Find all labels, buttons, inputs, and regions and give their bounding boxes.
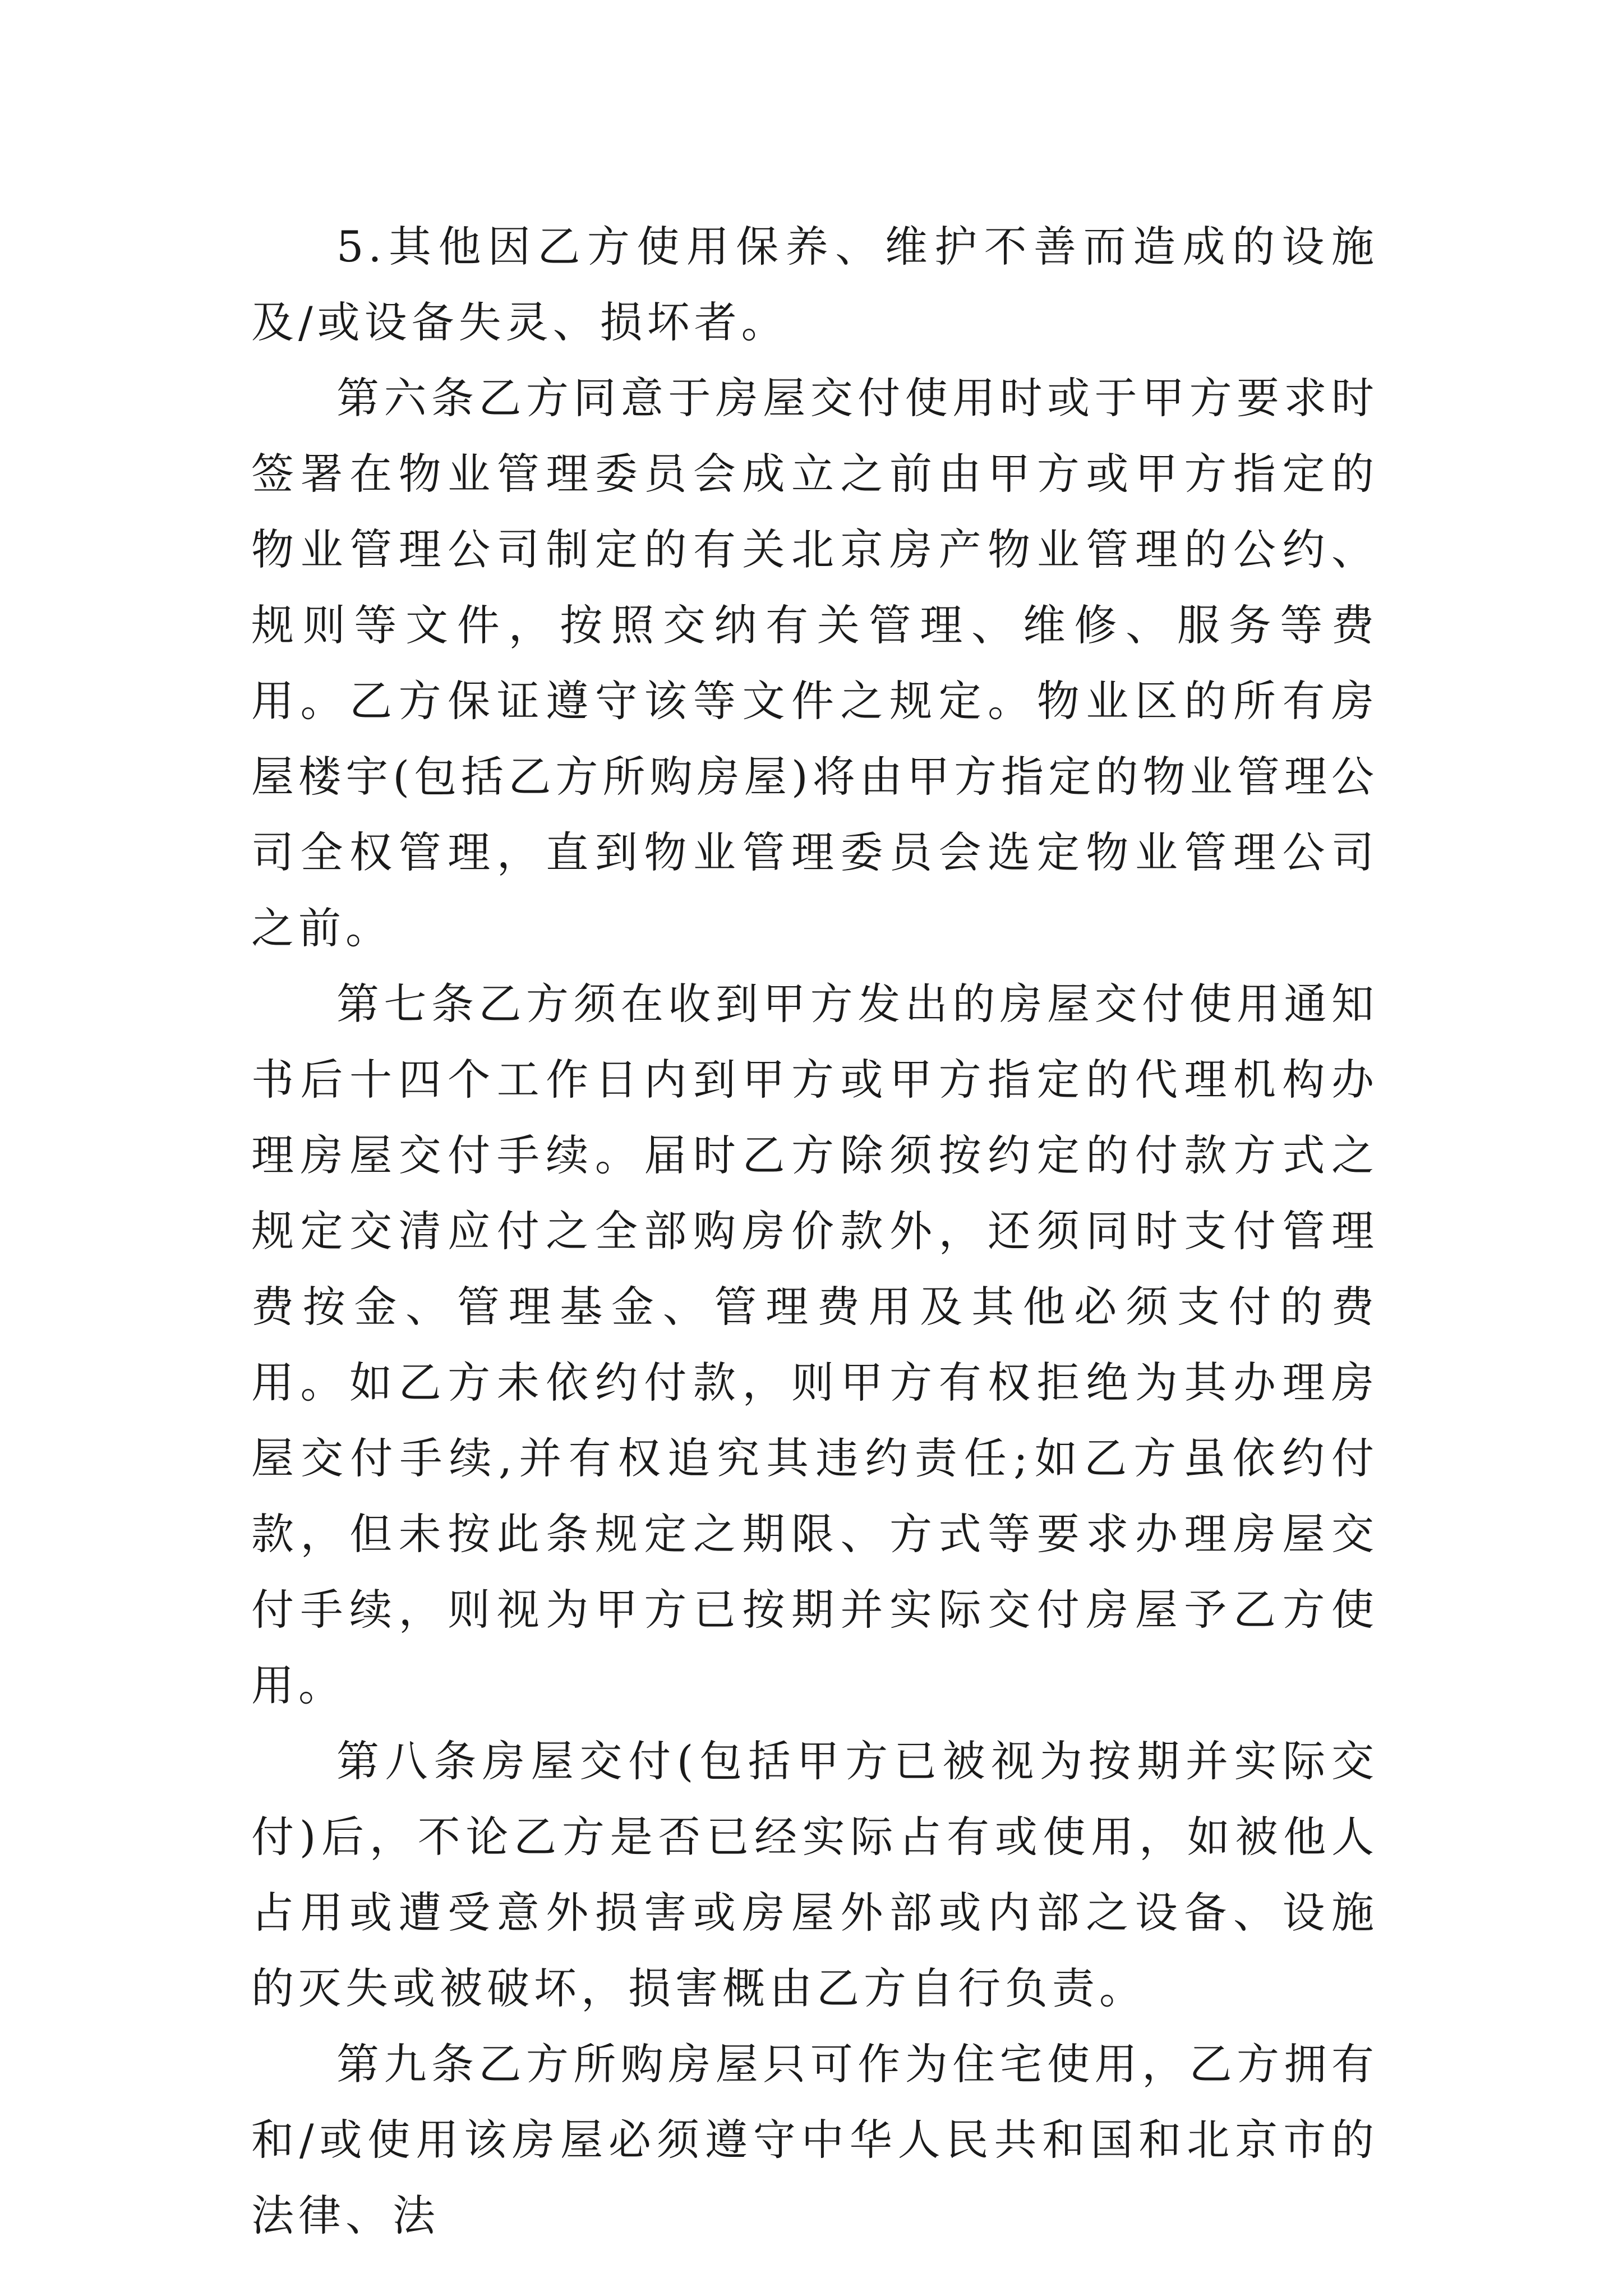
- paragraph-article-6: 第六条乙方同意于房屋交付使用时或于甲方要求时签署在物业管理委员会成立之前由甲方或甲方指定的物业管理公司制定的有关北京房产物业管理的公约、规则等文件，按照交纳有关管理、维修、服务等费用。乙方保证遵守该等文件之规定。物业区的所有房屋楼宇(包括乙方所购房屋)将由甲方指定的物业管理公司全权管理，直到物业管理委员会选定物业管理公司之前。: [251, 373, 1378, 953]
- paragraph-article-8: 第八条房屋交付(包括甲方已被视为按期并实际交付)后，不论乙方是否已经实际占有或使用，如被他人占用或遭受意外损害或房屋外部或内部之设备、设施的灭失或被破坏，损害概由乙方自行负责。: [251, 1736, 1378, 2013]
- paragraph-article-9: 第九条乙方所购房屋只可作为住宅使用，乙方拥有和/或使用该房屋必须遵守中华人民共和国和北京市的法律、法: [251, 2039, 1378, 2240]
- paragraph-article-7: 第七条乙方须在收到甲方发出的房屋交付使用通知书后十四个工作日内到甲方或甲方指定的代理机构办理房屋交付手续。届时乙方除须按约定的付款方式之规定交清应付之全部购房价款外，还须同时支付管理费按金、管理基金、管理费用及其他必须支付的费用。如乙方未依约付款，则甲方有权拒绝为其办理房屋交付手续,并有权追究其违约责任;如乙方虽依约付款，但未按此条规定之期限、方式等要求办理房屋交付手续，则视为甲方已按期并实际交付房屋予乙方使用。: [251, 979, 1378, 1710]
- paragraph-clause-5-item: 5.其他因乙方使用保养、维护不善而造成的设施及/或设备失灵、损坏者。: [251, 222, 1378, 347]
- document-page: [251, 209, 1378, 2253]
